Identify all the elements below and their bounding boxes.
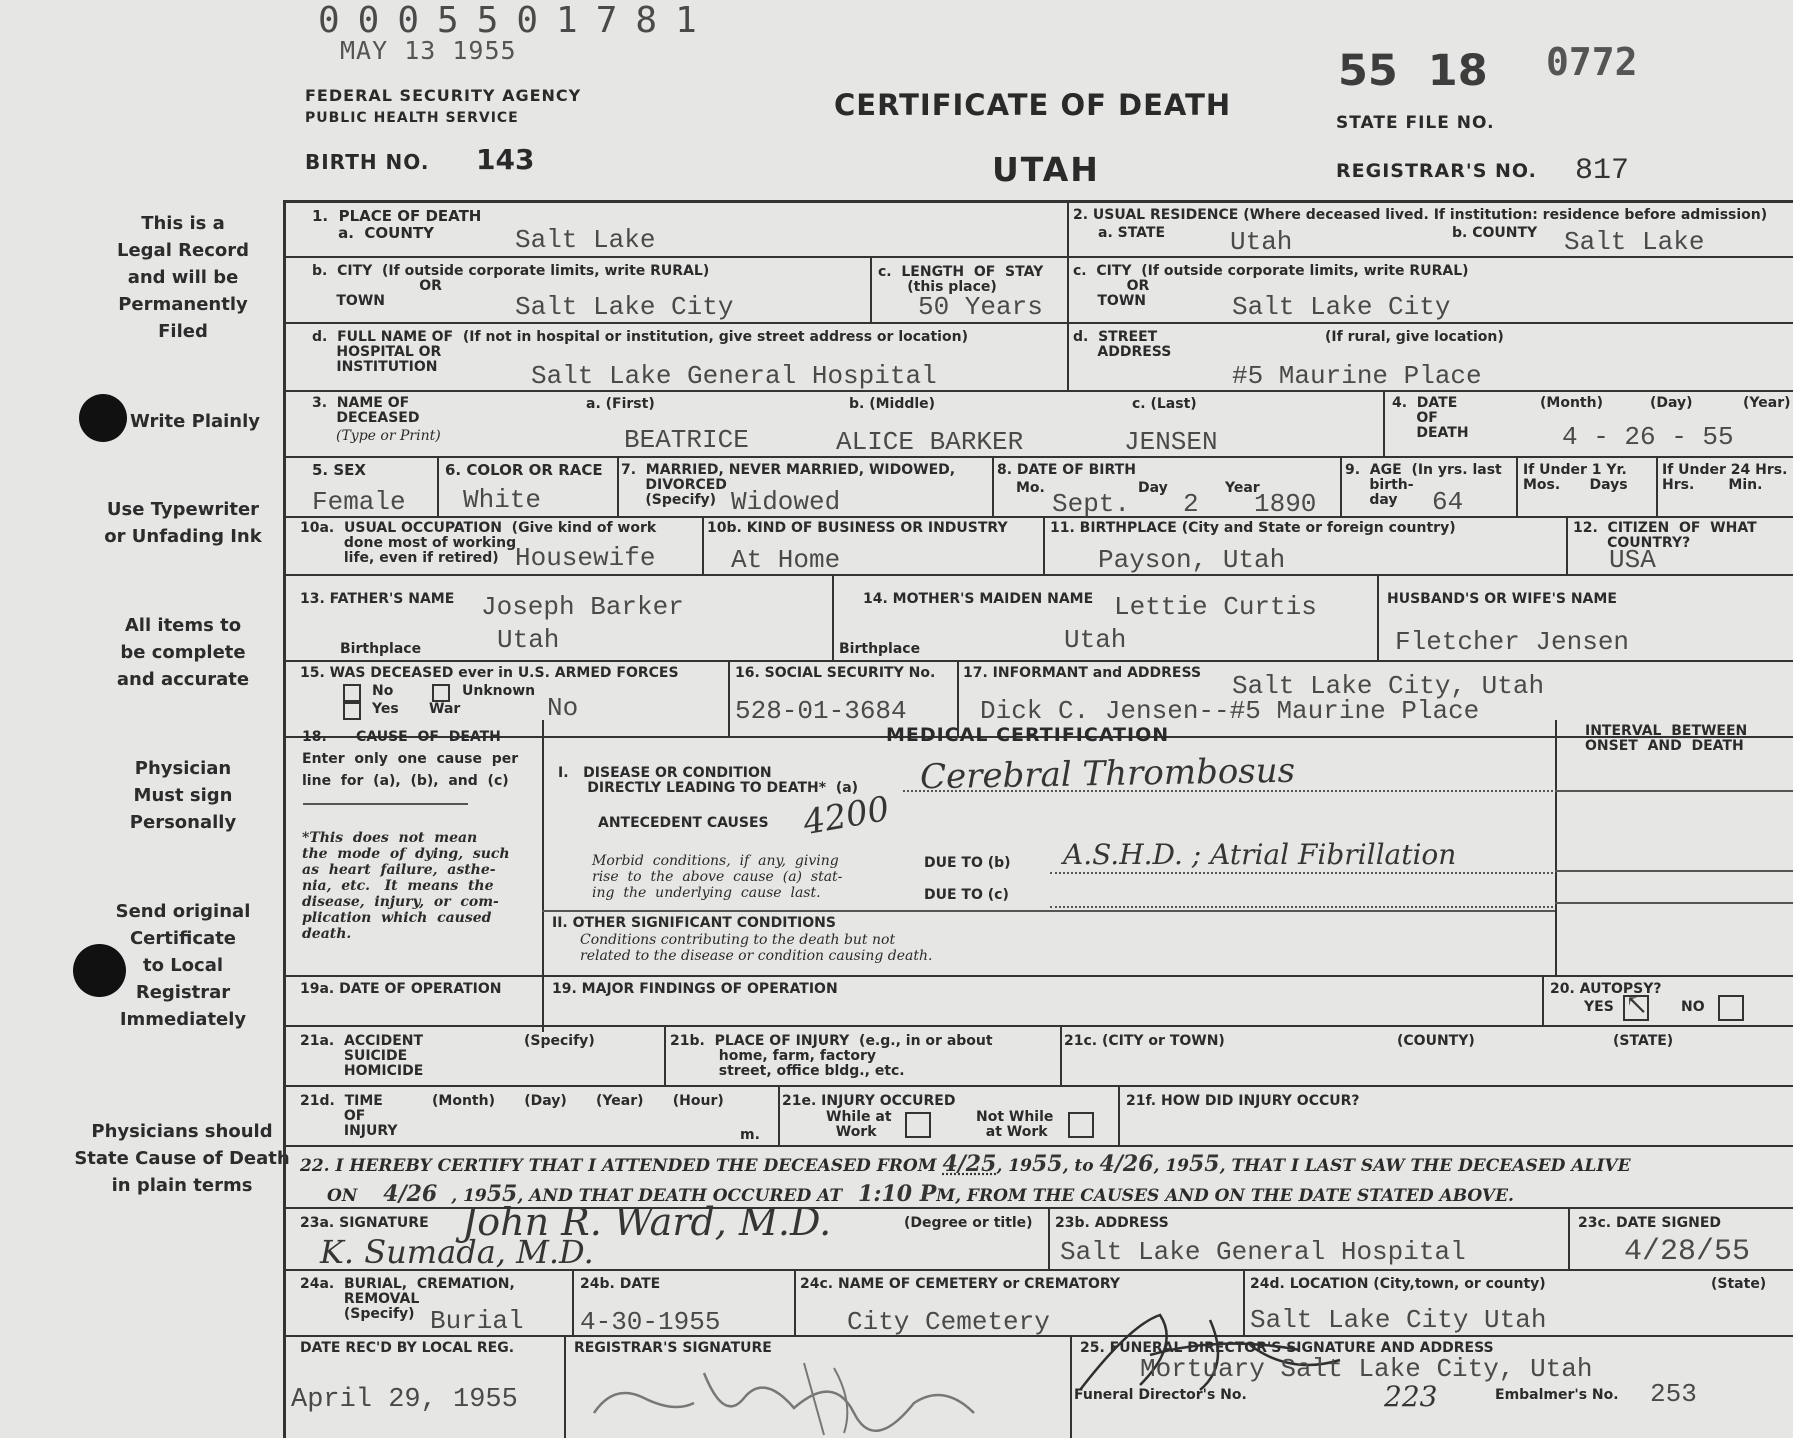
registrar-label: REGISTRAR'S NO. — [1336, 160, 1537, 182]
under-24hrs-label: If Under 24 Hrs. Hrs. Min. — [1662, 462, 1788, 493]
business-value: At Home — [731, 545, 841, 575]
deceased-name-label: 3. NAME OF DECEASED — [312, 395, 420, 426]
place-of-death-label: 1. PLACE OF DEATH a. COUNTY — [312, 207, 482, 242]
death-month-label: (Month) — [1540, 395, 1603, 411]
father-name-label: 13. FATHER'S NAME — [300, 591, 455, 607]
punch-hole-bottom — [73, 944, 126, 997]
disposition-value: Burial — [430, 1306, 524, 1336]
autopsy-no-label: NO — [1681, 999, 1705, 1015]
mother-birthplace-value: Utah — [1064, 625, 1127, 655]
serial-number: 0005501781 — [318, 0, 715, 41]
autopsy-yes-mark: ↖ — [1625, 988, 1649, 1021]
street-note: (If rural, give location) — [1325, 329, 1504, 345]
middle-name-value: ALICE BARKER — [836, 427, 1024, 457]
armed-forces-label: 15. WAS DECEASED ever in U.S. ARMED FORCES — [300, 665, 679, 681]
registrar-signature-label: REGISTRAR'S SIGNATURE — [574, 1340, 772, 1356]
other-conditions-note: Conditions contributing to the death but not related to the disease or condition causing death. — [580, 932, 933, 964]
citizen-label: 12. CITIZEN OF WHAT COUNTRY? — [1573, 520, 1757, 551]
address-label: 23b. ADDRESS — [1055, 1215, 1169, 1231]
funeral-home-value: Mortuary Salt Lake City, Utah — [1140, 1354, 1593, 1384]
occupation-label: 10a. USUAL OCCUPATION (Give kind of work done most of working life, even if retired) — [300, 520, 657, 566]
county-value: Salt Lake — [515, 225, 656, 255]
autopsy-no-checkbox[interactable] — [1718, 995, 1744, 1021]
injury-city-label: 21c. (CITY or TOWN) — [1064, 1033, 1225, 1049]
occupation-value: Housewife — [515, 543, 656, 573]
address-value: Salt Lake General Hospital — [1060, 1237, 1466, 1267]
complete-accurate-note: All items to be complete and accurate — [116, 615, 250, 690]
birthplace-label: 11. BIRTHPLACE (City and State or foreign country) — [1050, 520, 1456, 536]
armed-forces-unknown-checkbox[interactable] — [432, 684, 450, 702]
sex-value: Female — [312, 487, 406, 517]
birth-month-value: Sept. — [1052, 489, 1131, 519]
race-label: 6. COLOR OR RACE — [445, 461, 603, 479]
death-year-label: (Year) — [1743, 395, 1791, 411]
cert-text-7: , AND THAT DEATH OCCURED AT — [517, 1186, 843, 1206]
cert-text-4: , 19 — [1153, 1156, 1189, 1176]
birth-no-label: BIRTH NO. — [305, 150, 430, 174]
cause-a-value: Cerebral Thrombosus — [919, 750, 1296, 798]
date-of-death-value: 4 - 26 - 55 — [1562, 422, 1734, 452]
location-state-label: (State) — [1711, 1276, 1767, 1292]
res-city-label: c. CITY (If outside corporate limits, write RURAL) OR TOWN — [1073, 263, 1469, 309]
informant-value: Dick C. Jensen--#5 Maurine Place — [980, 696, 1480, 726]
mother-name-value: Lettie Curtis — [1114, 592, 1317, 622]
signature-label: 23a. SIGNATURE — [300, 1215, 429, 1231]
street-value: #5 Maurine Place — [1232, 361, 1482, 391]
code-value: 4200 — [800, 788, 893, 844]
while-at-work-checkbox[interactable] — [905, 1112, 931, 1138]
first-name-value: BEATRICE — [624, 425, 749, 455]
state-file-number: 55 18 — [1338, 46, 1488, 96]
city-label: b. CITY (If outside corporate limits, write RURAL) OR TOWN — [312, 263, 710, 309]
agency-name: FEDERAL SECURITY AGENCY — [305, 86, 582, 105]
marital-status-value: Widowed — [731, 487, 841, 517]
informant-city-value: Salt Lake City, Utah — [1232, 671, 1545, 701]
disease-label: I. DISEASE OR CONDITION DIRECTLY LEADING TO DEATH* (a) — [558, 765, 859, 796]
send-original-note: Send original Certificate to Local Registrar Immediately — [115, 901, 251, 1030]
armed-forces-war-label: War — [429, 701, 461, 717]
under-1yr-label: If Under 1 Yr. Mos. Days — [1523, 462, 1628, 493]
date-of-birth-label: 8. DATE OF BIRTH — [997, 462, 1136, 478]
cert-text-5: , THAT I LAST SAW THE DECEASED ALIVE — [1219, 1156, 1631, 1176]
funeral-director-no-label: Funeral Director's No. — [1074, 1387, 1247, 1403]
typewriter-note: Use Typewriter or Unfading Ink — [104, 499, 262, 547]
cemetery-value: City Cemetery — [847, 1307, 1050, 1337]
cert-from-year: 55 — [1031, 1151, 1063, 1177]
cert-text-6: , 19 — [451, 1186, 487, 1206]
cert-text-1: 22. I HEREBY CERTIFY THAT I ATTENDED THE DECEASED FROM — [300, 1156, 937, 1176]
accident-type-label: 21a. ACCIDENT SUICIDE HOMICIDE — [300, 1033, 424, 1079]
armed-forces-yes-checkbox[interactable] — [343, 702, 361, 720]
date-of-death-label: 4. DATE OF DEATH — [1392, 395, 1469, 441]
date-received-value: April 29, 1955 — [291, 1385, 518, 1415]
medical-certification-heading: MEDICAL CERTIFICATION — [886, 724, 1170, 746]
birth-no: 143 — [476, 143, 535, 176]
cert-last-seen-year: 55 — [486, 1181, 518, 1207]
hospital-value: Salt Lake General Hospital — [531, 361, 937, 391]
age-label: 9. AGE (In yrs. last birth- day — [1345, 462, 1502, 508]
physician-sign-note: Physician Must sign Personally — [129, 758, 237, 833]
legal-record-note: This is a Legal Record and will be Permanently Filed — [116, 213, 249, 342]
date-signed-value: 4/28/55 — [1624, 1235, 1751, 1269]
embalmer-no-value: 253 — [1650, 1379, 1697, 1409]
informant-label: 17. INFORMANT and ADDRESS — [963, 665, 1202, 681]
sex-label: 5. SEX — [312, 461, 366, 479]
interval-label: INTERVAL BETWEEN ONSET AND DEATH — [1585, 723, 1748, 754]
length-of-stay-value: 50 Years — [918, 292, 1043, 322]
ssn-label: 16. SOCIAL SECURITY No. — [735, 665, 936, 681]
father-name-value: Joseph Barker — [481, 592, 684, 622]
ssn-value: 528-01-3684 — [735, 696, 907, 726]
armed-forces-value: No — [547, 693, 579, 723]
armed-forces-unknown-label: Unknown — [462, 683, 536, 699]
autopsy-label: 20. AUTOPSY? — [1550, 981, 1662, 997]
injury-occurred-label: 21e. INJURY OCCURED — [782, 1093, 956, 1109]
state-file-suffix: 0772 — [1546, 40, 1638, 84]
type-or-print-note: (Type or Print) — [336, 428, 441, 444]
date-signed-label: 23c. DATE SIGNED — [1578, 1215, 1722, 1231]
race-value: White — [463, 485, 542, 515]
street-label: d. STREET ADDRESS — [1073, 329, 1172, 360]
mother-name-label: 14. MOTHER'S MAIDEN NAME — [863, 591, 1094, 607]
cause-b-value: A.S.H.D. ; Atrial Fibrillation — [1063, 838, 1457, 871]
cemetery-label: 24c. NAME OF CEMETERY or CREMATORY — [800, 1276, 1121, 1292]
res-county-value: Salt Lake — [1564, 227, 1705, 257]
due-to-c-label: DUE TO (c) — [924, 887, 1009, 903]
birth-year-value: 1890 — [1254, 489, 1317, 519]
funeral-director-label: 25. FUNERAL DIRECTOR'S SIGNATURE AND ADDRESS — [1080, 1340, 1494, 1356]
armed-forces-no-label: No — [372, 683, 394, 699]
spouse-name-value: Fletcher Jensen — [1395, 627, 1630, 657]
birth-day-label: Day — [1138, 480, 1168, 496]
location-label: 24d. LOCATION (City,town, or county) — [1250, 1276, 1546, 1292]
accident-specify-label: (Specify) — [524, 1033, 595, 1049]
usual-residence-label: 2. USUAL RESIDENCE (Where deceased lived. If institution: residence before admission) — [1073, 207, 1768, 223]
morbid-note: Morbid conditions, if any, giving rise to the above cause (a) stat- ing the underlying cause last. — [592, 853, 843, 901]
while-at-work-label: While at Work — [826, 1109, 892, 1140]
birthplace-value: Payson, Utah — [1098, 545, 1286, 575]
middle-name-label: b. (Middle) — [849, 396, 936, 412]
received-stamp-date: MAY 13 1955 — [340, 36, 517, 65]
not-while-at-work-checkbox[interactable] — [1068, 1112, 1094, 1138]
armed-forces-yes-label: Yes — [372, 701, 399, 717]
res-city-value: Salt Lake City — [1232, 292, 1451, 322]
cert-to-date: 4/26 — [1099, 1151, 1154, 1177]
length-of-stay-label: c. LENGTH OF STAY (this place) — [878, 264, 1044, 295]
marital-status-label: 7. MARRIED, NEVER MARRIED, WIDOWED, DIVORCED (Specify) — [621, 462, 956, 508]
cause-footnote: *This does not mean the mode of dying, such as heart failure, asthe- nia, etc. It means the disease, injury, or com- plication which caused death. — [302, 830, 510, 942]
cert-death-time: 1:10 P — [858, 1181, 937, 1207]
mother-birthplace-label: Birthplace — [839, 641, 921, 657]
res-state-label: a. STATE — [1098, 225, 1166, 241]
embalmer-no-label: Embalmer's No. — [1495, 1387, 1619, 1403]
cert-text-3: , to — [1062, 1156, 1094, 1176]
state-title: UTAH — [992, 150, 1100, 189]
degree-label: (Degree or title) — [904, 1215, 1033, 1231]
due-to-b-label: DUE TO (b) — [924, 855, 1011, 871]
autopsy-yes-label: YES — [1584, 999, 1614, 1015]
major-findings-label: 19. MAJOR FINDINGS OF OPERATION — [552, 981, 838, 997]
cert-last-seen-date: 4/26 — [383, 1181, 438, 1207]
other-conditions-label: II. OTHER SIGNIFICANT CONDITIONS — [552, 915, 836, 931]
business-label: 10b. KIND OF BUSINESS OR INDUSTRY — [707, 520, 1008, 536]
cert-from-date: 4/25 — [942, 1151, 997, 1177]
cert-on: ON — [327, 1186, 358, 1206]
place-of-injury-label: 21b. PLACE OF INJURY (e.g., in or about home, farm, factory street, office bldg., etc. — [670, 1033, 993, 1079]
date-received-label: DATE REC'D BY LOCAL REG. — [300, 1340, 515, 1356]
cert-text-2: , 19 — [996, 1156, 1032, 1176]
injury-county-label: (COUNTY) — [1397, 1033, 1475, 1049]
death-day-label: (Day) — [1650, 395, 1693, 411]
city-value: Salt Lake City — [515, 292, 734, 322]
resident-signature: K. Sumada, M.D. — [320, 1233, 594, 1271]
burial-date-label: 24b. DATE — [580, 1276, 661, 1292]
plain-terms-note: Physicians should State Cause of Death in plain terms — [74, 1121, 290, 1196]
age-value: 64 — [1432, 487, 1464, 517]
father-birthplace-value: Utah — [497, 625, 560, 655]
certificate-title: CERTIFICATE OF DEATH — [834, 88, 1232, 122]
birth-mo-label: Mo. — [1016, 480, 1045, 496]
last-name-value: JENSEN — [1124, 427, 1218, 457]
cert-to-year: 55 — [1188, 1151, 1220, 1177]
disposition-label: 24a. BURIAL, CREMATION, REMOVAL (Specify) — [300, 1276, 515, 1322]
cert-text-8: M, FROM THE CAUSES AND ON THE DATE STATED ABOVE. — [936, 1186, 1514, 1206]
citizen-value: USA — [1609, 545, 1656, 575]
birth-day-value: 2 — [1183, 489, 1199, 519]
time-of-injury-m: m. — [740, 1127, 760, 1143]
physician-signature: John R. Ward, M.D. — [462, 1200, 832, 1244]
birth-year-label: Year — [1225, 480, 1260, 496]
last-name-label: c. (Last) — [1132, 396, 1197, 412]
service-name: PUBLIC HEALTH SERVICE — [305, 110, 519, 126]
res-state-value: Utah — [1230, 227, 1293, 257]
father-birthplace-label: Birthplace — [340, 641, 422, 657]
state-file-label: STATE FILE NO. — [1336, 113, 1495, 133]
injury-state-label: (STATE) — [1613, 1033, 1674, 1049]
how-injury-label: 21f. HOW DID INJURY OCCUR? — [1126, 1093, 1360, 1109]
not-while-at-work-label: Not While at Work — [976, 1109, 1054, 1140]
spouse-name-label: HUSBAND'S OR WIFE'S NAME — [1387, 591, 1617, 607]
antecedent-label: ANTECEDENT CAUSES — [598, 815, 769, 831]
res-county-label: b. COUNTY — [1452, 225, 1538, 241]
registrar-number: 817 — [1575, 154, 1630, 188]
time-of-injury-columns: (Month) (Day) (Year) (Hour) — [432, 1093, 724, 1109]
first-name-label: a. (First) — [586, 396, 655, 412]
cause-of-death-label: 18. CAUSE OF DEATH Enter only one cause per line for (a), (b), and (c) — [302, 729, 519, 789]
registrar-signature-mark — [574, 1340, 1014, 1438]
funeral-director-no-value: 223 — [1384, 1380, 1438, 1413]
hospital-label: d. FULL NAME OF (If not in hospital or institution, give street address or location) HOSPITAL OR INSTITUTION — [312, 329, 968, 375]
burial-date-value: 4-30-1955 — [580, 1307, 721, 1337]
time-of-injury-label: 21d. TIME OF INJURY — [300, 1093, 398, 1139]
write-plainly-note: Write Plainly — [129, 411, 261, 432]
armed-forces-no-checkbox[interactable] — [343, 684, 361, 702]
date-of-operation-label: 19a. DATE OF OPERATION — [300, 981, 502, 997]
location-value: Salt Lake City Utah — [1250, 1305, 1547, 1335]
